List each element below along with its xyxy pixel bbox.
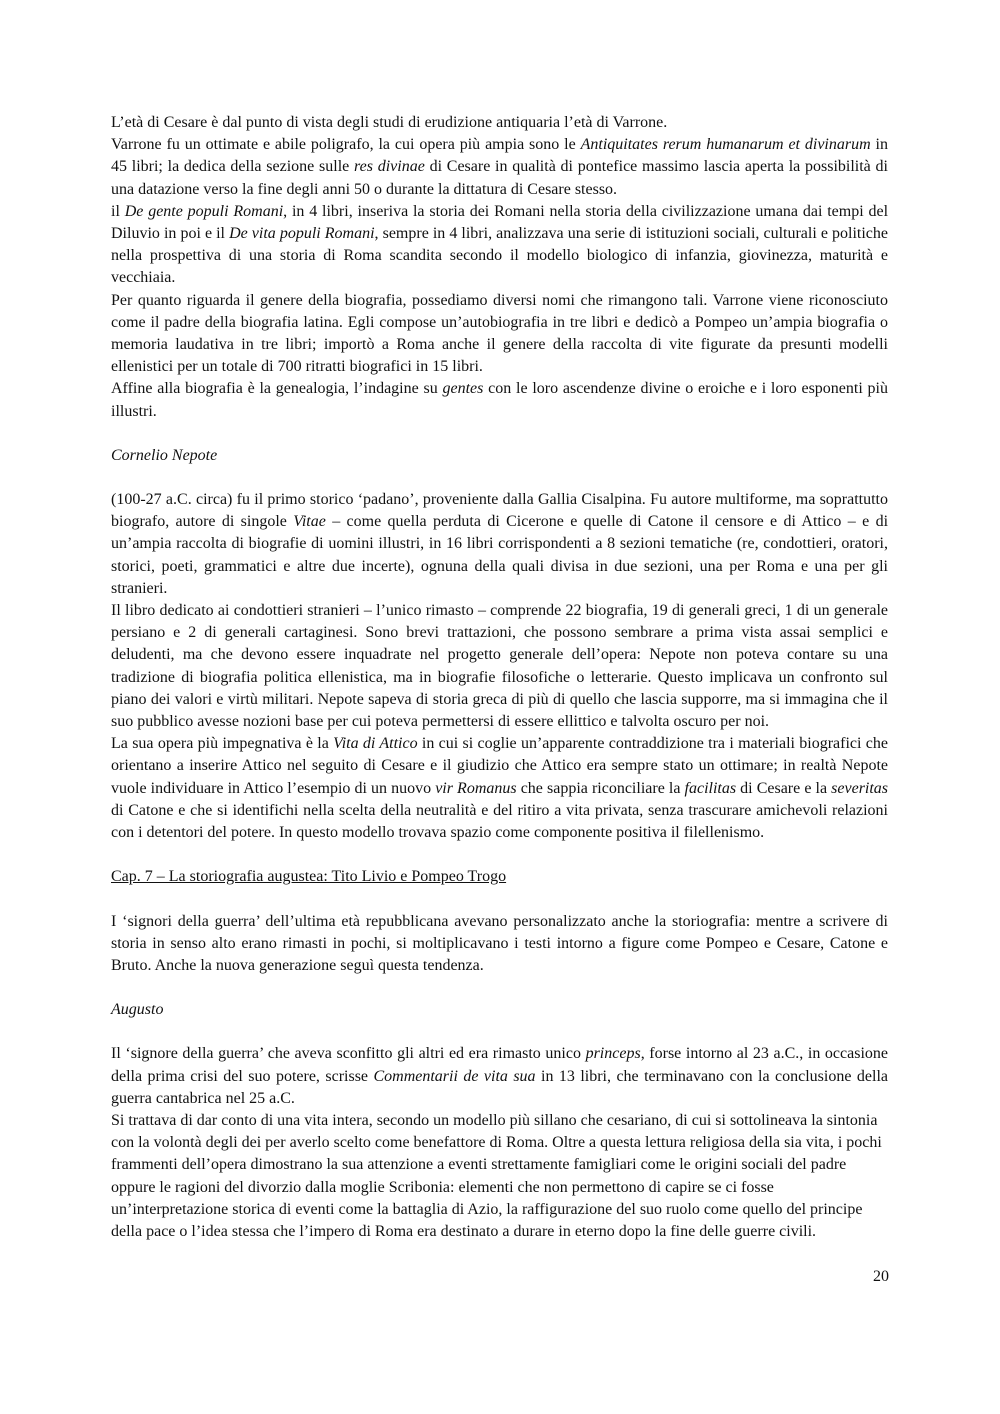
spacer bbox=[111, 977, 888, 999]
section-heading-augusto: Augusto bbox=[111, 1001, 164, 1019]
text-run: in 13 libri, che terminavano con la conclusione della guerra cantabrica nel 25 a.C. bbox=[111, 1067, 888, 1107]
text-run: Affine alla biografia è la genealogia, l’indagine su bbox=[111, 380, 443, 398]
chapter-paragraph-1: I ‘signori della guerra’ dell’ultima età repubblicana avevano personalizzato anche la storiografia: mentre a scrivere di storia in senso alto erano rimasti in pochi, si moltiplicavano i testi intorno a figure come Pompeo e Cesare, Catone e Bruto. Anche la nuova generazione seguì questa tendenza. bbox=[111, 912, 888, 974]
book-title: De gente populi Romani bbox=[124, 202, 284, 220]
latin-term: facilitas bbox=[684, 779, 737, 797]
text-run: in cui si coglie un’apparente contraddizione tra i materiali biografici che orientano a inserire Attico nel seguito di Cesare e il giudizio che Attico era sempre stato un ottimare; in realtà Nepote vuole individuare in Attico l’esempio di un nuovo bbox=[111, 735, 888, 797]
body-text bbox=[111, 112, 888, 1243]
latin-term: princeps bbox=[585, 1045, 641, 1063]
text-run: di Cesare in qualità di pontefice massimo lascia aperta la possibilità di una datazione verso la fine degli anni 50 o durante la dittatura di Cesare stesso. bbox=[111, 158, 888, 198]
chapter-heading: Cap. 7 – La storiografia augustea: Tito Livio e Pompeo Trogo bbox=[111, 868, 507, 886]
spacer bbox=[111, 423, 888, 445]
text-run: di Cesare e la bbox=[736, 779, 832, 797]
book-title: Vita di Attico bbox=[333, 735, 418, 753]
varrone-paragraph-4 bbox=[111, 378, 888, 422]
nepote-paragraph-3 bbox=[111, 733, 888, 844]
varrone-paragraph-1 bbox=[111, 134, 888, 201]
text-run: (100-27 a.C. circa) fu il primo storico ‘padano’, proveniente dalla Gallia Cisalpina. Fu autore multiforme, ma soprattutto biografo, autore di singole bbox=[111, 491, 888, 531]
text-run: La sua opera più impegnativa è la bbox=[111, 735, 334, 753]
book-title: De vita populi Romani bbox=[229, 225, 375, 243]
latin-term: Vitae bbox=[293, 513, 326, 531]
latin-term: severitas bbox=[831, 779, 889, 797]
nepote-paragraph-2: Il libro dedicato ai condottieri stranieri – l’unico rimasto – comprende 22 biografia, 19 di generali greci, 1 di un generale persiano e 2 di generali cartaginesi. Sono brevi trattazioni, che possono sembrare a prima vista assai semplici e deludenti, ma che devono essere inquadrate nel progetto generale dell’opera: Nepote non poteva contare su una tradizione di biografia politica ellenistica, ma in biografie filosofiche o letterarie. Questo implicava un confronto sul piano dei valori e virtù militari. Nepote sapeva di storia greca di più di quello che lascia supporre, ma si immagina che il suo pubblico avesse nozioni base per cui poteva permettersi di essere ellittico e talvolta oscuro per noi. bbox=[111, 602, 888, 731]
text-run: in 45 libri; la dedica della sezione sulle bbox=[111, 136, 889, 176]
text-run: – come quella perduta di Cicerone e quelle di Catone il censore e di Attico – e di un’ampia raccolta di biografie di uomini illustri, in 16 libri corrispondenti a 8 sezioni tematiche (re, condottieri, oratori, storici, poeti, grammatici e altre due incerte), ognuna della quali divisa in due sezioni, una per Roma e una per gli stranieri. bbox=[111, 513, 889, 597]
text-run: , forse intorno al 23 a.C., in occasione della prima crisi del suo potere, scrisse bbox=[111, 1045, 889, 1085]
text-run: il bbox=[111, 202, 125, 220]
latin-term: gentes bbox=[442, 380, 484, 398]
book-title: Antiquitates rerum humanarum et divinarum bbox=[580, 136, 871, 154]
spacer bbox=[111, 844, 888, 866]
latin-term: res divinae bbox=[354, 158, 425, 176]
text-run: Il ‘signore della guerra’ che aveva sconfitto gli altri ed era rimasto unico bbox=[111, 1045, 586, 1063]
nepote-paragraph-1 bbox=[111, 489, 888, 600]
text-run: , sempre in 4 libri, analizzava una serie di istituzioni sociali, culturali e politiche nella prospettiva di una storia di Roma scandita secondo il modello biologico di infanzia, giovinezza, maturità e vecchiaia. bbox=[111, 225, 888, 287]
section-heading-nepote: Cornelio Nepote bbox=[111, 446, 218, 464]
varrone-intro: L’età di Cesare è dal punto di vista degli studi di erudizione antiquaria l’età di Varrone. bbox=[111, 114, 668, 131]
text-run: Varrone fu un ottimate e abile poligrafo, la cui opera più ampia sono le bbox=[111, 136, 581, 154]
text-run: , in 4 libri, inseriva la storia dei Romani nella storia della civilizzazione umana dai tempi del Diluvio in poi e il bbox=[111, 202, 889, 243]
text-run: di Catone e che si identifichi nella scelta della neutralità e del ritiro a vita privata, senza trascurare amichevoli relazioni con i detentori del potere. In questo modello trovava spazio come componente positiva il filellenismo. bbox=[111, 801, 888, 842]
book-title: Commentarii de vita sua bbox=[373, 1067, 536, 1085]
augusto-paragraph-2: Si trattava di dar conto di una vita intera, secondo un modello più sillano che cesariano, di cui si sottolineava la sintonia con la volontà degli dei per averlo scelto come benefattore di Roma. Oltre a questa lettura religiosa della sia vita, i pochi frammenti dell’opera dimostrano la sua attenzione a eventi strettamente famigliari come le origini sociali del padre oppure le ragioni del divorzio dalla moglie Scribonia: elementi che non permettono di capire se ci fosse un’interpretazione storica di eventi come la battaglia di Azio, la raffigurazione del suo ruolo come quello del principe della pace o l’idea stessa che l’impero di Roma era destinato a durare in eterno dopo la fine delle guerre civili. bbox=[111, 1111, 882, 1240]
text-run: che sappia riconciliare la bbox=[516, 779, 685, 797]
latin-term: vir Romanus bbox=[435, 779, 517, 797]
varrone-paragraph-3: Per quanto riguarda il genere della biografia, possediamo diversi nomi che rimangono tali. Varrone viene riconosciuto come il padre della biografia latina. Egli compose un’autobiografia in tre libri e dedicò a Pompeo un’ampia biografia o memoria laudativa in tre libri; importò a Roma anche il genere della raccolta di vite figurate da presunti modelli ellenistici per un totale di 700 ritratti biografici in 15 libri. bbox=[111, 291, 888, 376]
text-run: con le loro ascendenze divine o eroiche e i loro esponenti più illustri. bbox=[111, 380, 888, 420]
augusto-paragraph-1 bbox=[111, 1043, 888, 1110]
spacer bbox=[111, 889, 888, 911]
spacer bbox=[111, 1021, 888, 1043]
varrone-paragraph-2 bbox=[111, 201, 888, 290]
spacer bbox=[111, 467, 888, 489]
page-number: 20 bbox=[873, 1268, 889, 1285]
